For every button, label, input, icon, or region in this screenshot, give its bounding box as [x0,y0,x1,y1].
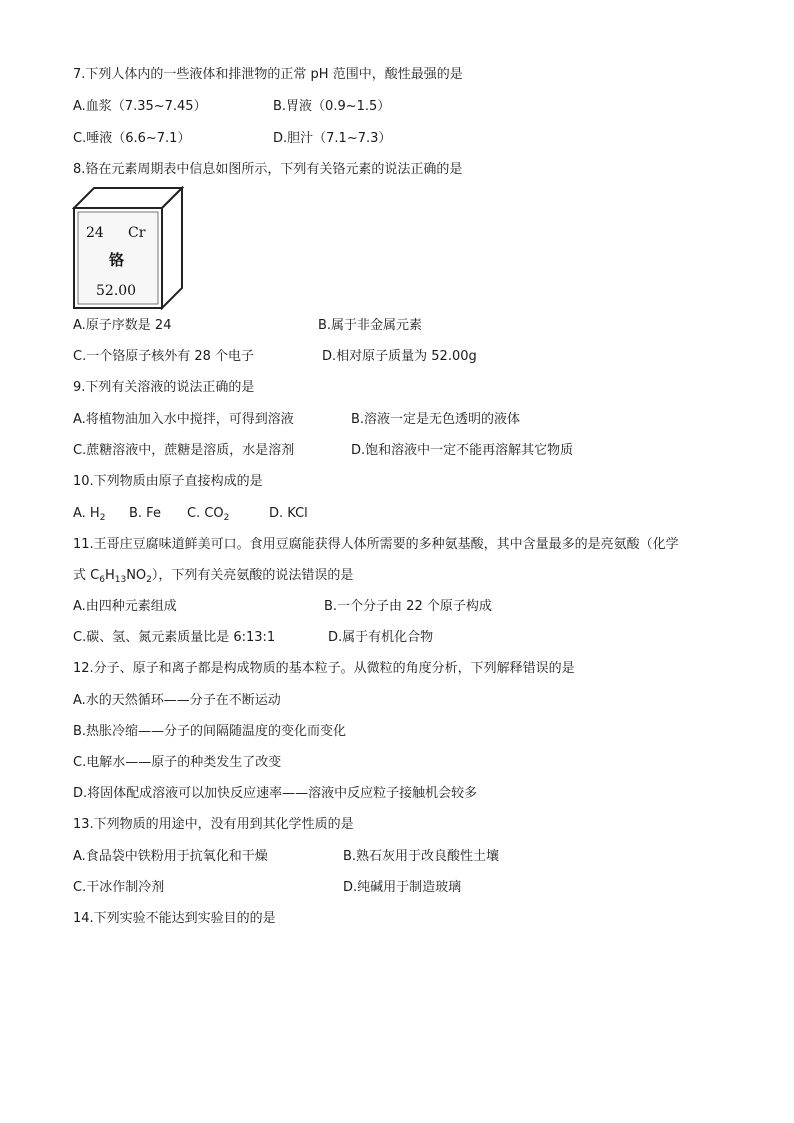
q13-stem: 13.下列物质的用途中，没有用到其化学性质的是 [73,817,354,832]
q9-option-c: C.蔗糖溶液中，蔗糖是溶质，水是溶剂 [73,443,295,458]
q9-option-d: D.饱和溶液中一定不能再溶解其它物质 [351,443,574,458]
q7-option-c: C.唾液（6.6~7.1） [73,131,191,146]
periodic-table-cell [72,186,184,310]
q10-stem: 10.下列物质由原子直接构成的是 [73,474,263,489]
q11-option-d: D.属于有机化合物 [328,630,434,645]
q12-option-c: C.电解水——原子的种类发生了改变 [73,755,282,770]
q10-option-b: B. Fe [129,506,161,521]
q11-option-a: A.由四种元素组成 [73,599,177,614]
q10-option-c-text: C. CO [187,506,224,521]
q11-sub-h: 13 [114,575,127,585]
q8-stem: 8.铬在元素周期表中信息如图所示，下列有关铬元素的说法正确的是 [73,162,463,177]
q7-stem: 7.下列人体内的一些液体和排泄物的正常 pH 范围中，酸性最强的是 [73,67,463,82]
q10-option-a-subscript: 2 [99,513,106,523]
element-name: 铬 [109,251,125,269]
q8-option-a: A.原子序数是 24 [73,318,172,333]
q13-option-b: B.熟石灰用于改良酸性土壤 [343,849,500,864]
q13-option-c: C.干冰作制冷剂 [73,880,165,895]
q11-sub-c: 6 [99,575,105,585]
q9-option-b: B.溶液一定是无色透明的液体 [351,412,521,427]
element-mass: 52.00 [96,283,137,299]
q11-sub-o: 2 [146,575,152,585]
q13-option-a: A.食品袋中铁粉用于抗氧化和干燥 [73,849,268,864]
q12-option-a: A.水的天然循环——分子在不断运动 [73,693,281,708]
q7-option-b: B.胃液（0.9~1.5） [273,99,391,114]
element-symbol: Cr [128,225,146,241]
q8-option-b: B.属于非金属元素 [318,318,423,333]
q13-option-d: D.纯碱用于制造玻璃 [343,880,462,895]
q11-formula-no: NO [126,568,147,583]
q11-option-b: B.一个分子由 22 个原子构成 [324,599,492,614]
q7-option-a: A.血浆（7.35~7.45） [73,99,207,114]
periodic-cell-figure [72,186,184,310]
q11-stem-rest: ），下列有关亮氨酸的说法错误的是 [151,568,354,583]
q11-stem-line1: 11.王哥庄豆腐味道鲜美可口。食用豆腐能获得人体所需要的多种氨基酸，其中含量最多的是亮氨酸（化学 [73,537,679,552]
q14-stem: 14.下列实验不能达到实验目的的是 [73,911,276,926]
q8-option-c: C.一个铬原子核外有 28 个电子 [73,349,255,364]
q11-formula-c: 式 C [73,568,100,583]
q12-option-d: D.将固体配成溶液可以加快反应速率——溶液中反应粒子接触机会较多 [73,786,478,801]
q11-formula-h: H [104,568,115,583]
element-number: 24 [86,225,104,241]
q12-stem: 12.分子、原子和离子都是构成物质的基本粒子。从微粒的角度分析，下列解释错误的是 [73,661,575,676]
q10-option-c [187,505,229,523]
q7-option-d: D.胆汁（7.1~7.3） [273,131,392,146]
q10-option-a [73,505,105,523]
q9-option-a: A.将植物油加入水中搅拌，可得到溶液 [73,412,294,427]
q12-option-b: B.热胀冷缩——分子的间隔随温度的变化而变化 [73,724,347,739]
q10-option-d: D. KCl [269,506,308,521]
q10-option-c-subscript: 2 [223,513,230,523]
q10-option-a-text: A. H [73,506,100,521]
q11-option-c: C.碳、氢、氮元素质量比是 6:13:1 [73,630,276,645]
q9-stem: 9.下列有关溶液的说法正确的是 [73,380,255,395]
q11-stem-line2 [73,567,353,585]
q8-option-d: D.相对原子质量为 52.00g [322,349,477,364]
